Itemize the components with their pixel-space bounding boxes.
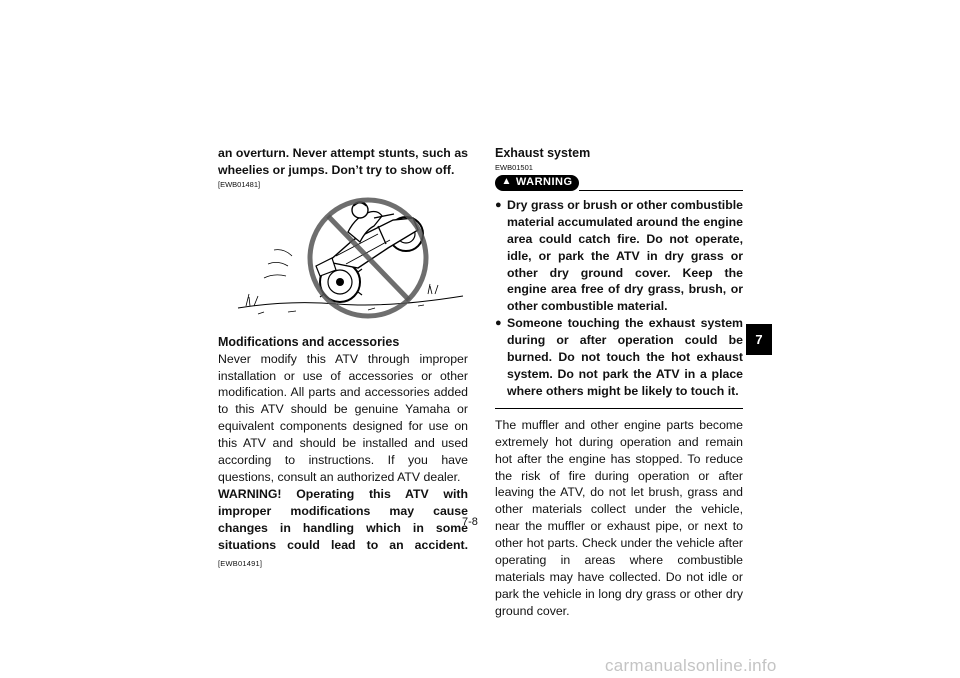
warning-bullet: ● Someone touching the exhaust system during or after operation could be burned. Do not touch the hot exhaust system. Do not park the ATV in a place where others might be likely to touch it.	[495, 315, 743, 400]
right-column	[495, 145, 743, 620]
warning-triangle-icon: ▲	[501, 176, 512, 188]
warning-label: WARNING	[515, 176, 573, 189]
warning-rule	[579, 190, 743, 191]
watermark: carmanualsonline.info	[605, 656, 777, 675]
warning-header	[495, 175, 743, 195]
exhaust-system-heading: Exhaust system	[495, 146, 591, 160]
modifications-warning-code: [EWB01491]	[218, 558, 263, 568]
atv-wheelie-prohibited-illustration	[228, 196, 466, 321]
exhaust-body: The muffler and other engine parts become extremely hot during operation and remain hot after the engine has stopped. To reduce the risk of fire during operation or after leaving the ATV, do not let brush, grass and other materials collect under the vehicle, near the muffler or exhaust pipe, or next to other hot parts. Check under the vehicle after operating in areas where combustible materials may have collected. Do not idle or park the vehicle in long dry grass or other dry ground cover.	[495, 417, 743, 618]
warning-badge	[495, 175, 579, 191]
modifications-warning	[218, 486, 468, 573]
modifications-heading: Modifications and accessories	[218, 334, 400, 349]
chapter-tab: 7	[746, 324, 772, 355]
warning-bullet: ● Dry grass or brush or other combustible material accumulated around the engine area could catch fire. Do not operate, idle, or park the ATV in dry grass or other dry ground cover. Keep the engine area free of dry grass, brush, or other combustible material.	[495, 197, 743, 315]
intro-warning-code: [EWB01481]	[218, 179, 261, 189]
modifications-body: Never modify this ATV through improper installation or use of accessories or other modification. All parts and accessories added to this ATV should be genuine Yamaha or equivalent components designed for use on this ATV and should be installed and used according to instructions. If you have questions, consult an authorized ATV dealer.	[218, 351, 468, 484]
page-number: 7-8	[462, 516, 478, 528]
warning-bullet-list	[495, 197, 743, 400]
warning-end-rule	[495, 408, 743, 409]
left-column	[218, 145, 468, 572]
intro-warning-text: an overturn. Never attempt stunts, such as wheelies or jumps. Don’t try to show off.	[218, 146, 468, 177]
modifications-warning-text: WARNING! Operating this ATV with improper modifications may cause changes in handling which in some situations could lead to an accident.	[218, 486, 468, 552]
exhaust-warning-code: EWB01501	[495, 162, 533, 172]
